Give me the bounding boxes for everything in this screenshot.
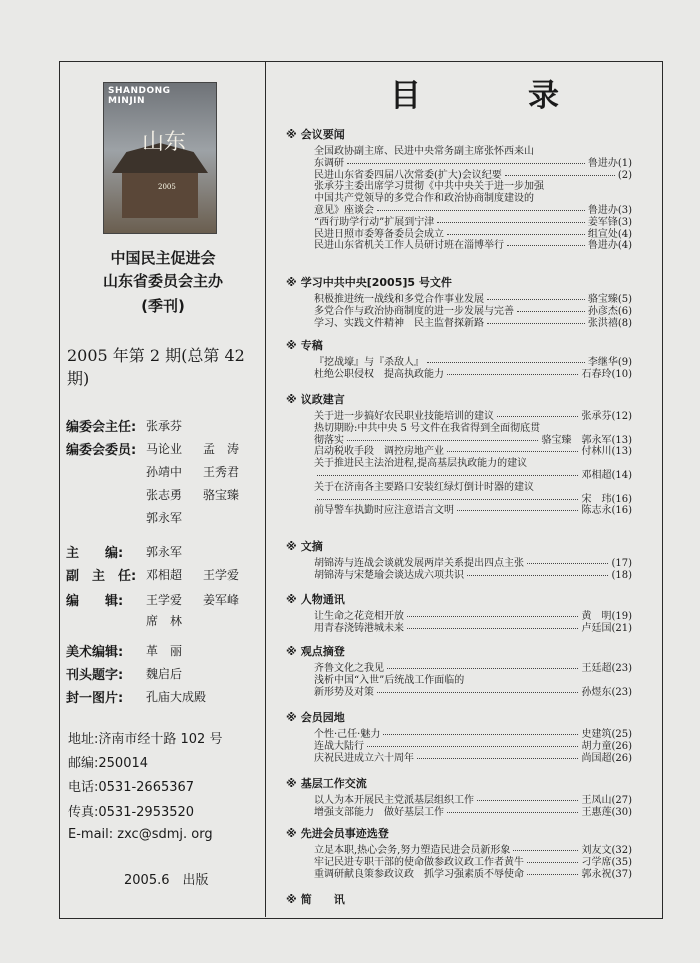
- org-line1: 中国民主促进会: [110, 249, 216, 267]
- email: E-mail: zxc@sdmj. org: [68, 827, 213, 842]
- toc-entry: [314, 807, 632, 819]
- cover-temple-hall: [122, 173, 198, 218]
- publish-date: 2005.6 出版: [124, 873, 209, 888]
- toc-entry-title: 意见》座谈会: [314, 205, 374, 216]
- toc-entry-author-page: 张承芬(12): [581, 411, 632, 422]
- toc-section-heading: [286, 643, 345, 659]
- editor: 王学爱: [146, 593, 183, 607]
- leader-dots: [507, 244, 585, 246]
- toc-section-heading: [286, 126, 345, 142]
- toc-entry-title: 胡锦涛与宋楚瑜会谈达成六项共识: [314, 569, 464, 581]
- org-line2: 山东省委员会主办: [102, 272, 223, 290]
- section-mark-icon: ※: [286, 893, 297, 906]
- toc-entry-author-page: 石春玲(10): [581, 368, 632, 380]
- leader-dots: [477, 799, 578, 801]
- toc-entry: [314, 435, 632, 447]
- toc-entry: [314, 306, 632, 318]
- cover-year: 2005: [158, 183, 176, 191]
- art-editor: 革 丽: [146, 644, 183, 658]
- address: 地址:济南市经十路 102 号: [68, 732, 223, 747]
- leader-dots: [377, 691, 578, 693]
- section-mark-icon: ※: [286, 711, 297, 724]
- art-editor-label: 美术编辑:: [66, 645, 124, 660]
- toc-entry-author-page: 张洪禧(8): [587, 317, 632, 329]
- leader-dots: [367, 745, 578, 747]
- toc-section-name: 会议要闻: [300, 128, 345, 141]
- toc-entry-author-page: 骆宝臻 郭永军(13): [541, 434, 632, 446]
- section-mark-icon: ※: [286, 276, 297, 289]
- toc-entry: [314, 318, 632, 330]
- leader-dots: [447, 450, 578, 452]
- toc-entry: [314, 494, 632, 506]
- toc-entry: [314, 470, 632, 482]
- issue-number: 2005 年第 2 期(总第 42 期): [67, 346, 245, 388]
- toc-entry-author-page: (18): [611, 569, 632, 581]
- toc-section-heading: [286, 391, 345, 407]
- toc-entry-title: 杜绝公职侵权 提高执政能力: [314, 368, 444, 380]
- toc-entry: [314, 294, 632, 306]
- toc-section-name: 观点摘登: [300, 645, 345, 658]
- toc-entry-title: 新形势及对策: [314, 686, 374, 698]
- phone: 电话:0531-2665367: [68, 780, 195, 795]
- board-member: 郭永军: [146, 511, 183, 525]
- board-member: 王秀君: [203, 465, 240, 479]
- leader-dots: [487, 322, 585, 324]
- cover-masthead-line1: SHANDONG: [108, 86, 171, 96]
- deputy-editor-label: 副 主 任:: [66, 569, 137, 584]
- toc-entry: [314, 857, 632, 869]
- toc-entry-author-page: 王廷超(23): [581, 663, 632, 674]
- toc-entry-title: 东调研: [314, 157, 344, 169]
- toc-entry: [314, 170, 632, 182]
- toc-entry-author-page: 尚国超(26): [581, 752, 632, 764]
- leader-dots: [447, 811, 578, 813]
- cover-image-label: 封一图片:: [66, 691, 124, 706]
- leader-dots: [467, 574, 608, 576]
- toc-entry-title: 启动税收手段 调控房地产业: [314, 446, 444, 458]
- toc-entry-author-page: 胡力童(26): [581, 740, 632, 752]
- board-members-label: 编委会委员:: [66, 443, 137, 458]
- leader-dots: [527, 562, 608, 564]
- cover-thumbnail: [103, 82, 217, 234]
- editor: 席 林: [146, 614, 183, 628]
- toc-section-name: 会员园地: [300, 711, 345, 724]
- title-inscription-label: 刊头题字:: [66, 668, 124, 683]
- toc-entry-author-page: 史建筑(25): [581, 729, 632, 740]
- toc-entry-title: 齐鲁文化之我见: [314, 663, 384, 674]
- chief-editor-label: 主 编:: [66, 546, 124, 561]
- section-mark-icon: ※: [286, 777, 297, 790]
- toc-section-name: 人物通讯: [300, 593, 345, 606]
- toc-entry: [314, 845, 632, 857]
- postcode: 邮编:250014: [68, 756, 149, 771]
- toc-entry: [314, 869, 632, 881]
- toc-entry-title: 关于进一步搞好农民职业技能培训的建议: [314, 411, 494, 422]
- toc-section-heading: [286, 709, 345, 725]
- toc-entry-author-page: 鲁进办(4): [587, 240, 632, 252]
- leader-dots: [527, 861, 578, 863]
- toc-entry-title: 胡锦涛与连战会谈就发展两岸关系提出四点主张: [314, 558, 524, 569]
- toc-entry: [314, 411, 632, 423]
- leader-dots: [317, 474, 578, 476]
- toc-entry-author-page: 鲁进办(3): [587, 205, 632, 216]
- toc-section-heading: [286, 337, 323, 353]
- toc-section-name: 文摘: [300, 540, 323, 553]
- toc-entry: [314, 446, 632, 458]
- toc-entry-title: 前导警车执勤时应注意语言文明: [314, 505, 454, 517]
- toc-entry-line: 关于推进民主法治进程,提高基层执政能力的建议: [314, 458, 528, 470]
- section-mark-icon: ※: [286, 540, 297, 553]
- toc-entry: [314, 729, 632, 741]
- toc-entry-author-page: 李继华(9): [587, 357, 632, 368]
- toc-entry-title: 民进日照市委筹备委员会成立: [314, 228, 444, 240]
- toc-entry-title: 学习、实践文件精神 民主监督探新路: [314, 317, 484, 329]
- cover-masthead-line2: MINJIN: [108, 96, 146, 106]
- toc-entry: [314, 240, 632, 252]
- toc-entry: [314, 357, 632, 369]
- toc-entry-title: 牢记民进专职干部的使命做参政议政工作者黄牛: [314, 856, 524, 868]
- toc-entry-author-page: 宋 玮(16): [581, 493, 632, 505]
- board-member: 马论业: [146, 442, 183, 456]
- toc-entry: [314, 687, 632, 699]
- toc-entry: [314, 217, 632, 229]
- leader-dots: [317, 498, 578, 500]
- section-mark-icon: ※: [286, 128, 297, 141]
- leader-dots: [347, 162, 585, 164]
- leader-dots: [447, 373, 578, 375]
- toc-entry-author-page: 姜军锋(3): [587, 216, 632, 228]
- editors-label: 编 辑:: [66, 594, 124, 609]
- section-mark-icon: ※: [286, 645, 297, 658]
- leader-dots: [513, 849, 578, 851]
- leader-dots: [427, 361, 585, 363]
- toc-entry-line: 关于在济南各主要路口安装红绿灯倒计时器的建议: [314, 481, 534, 493]
- leader-dots: [383, 733, 578, 735]
- toc-section-heading: [286, 775, 367, 791]
- leader-dots: [447, 233, 585, 235]
- fax: 传真:0531-2953520: [68, 805, 195, 820]
- toc-entry-title: 多党合作与政治协商制度的进一步发展与完善: [314, 305, 514, 317]
- toc-entry-author-page: 孙煜东(23): [581, 686, 632, 698]
- leader-dots: [347, 439, 538, 441]
- toc-entry-line: 中国共产党领导的多党合作和政治协商制度建设的: [314, 193, 534, 205]
- deputy-editor: 王学爱: [203, 568, 240, 582]
- toc-entry-title: 以人为本开展民主党派基层组织工作: [314, 795, 474, 806]
- toc-section-heading: [286, 825, 389, 841]
- toc-entry-author-page: (2): [617, 169, 632, 181]
- toc-entry: [314, 795, 632, 807]
- editor: 姜军峰: [203, 593, 240, 607]
- toc-entry-title: 庆祝民进成立六十周年: [314, 752, 414, 764]
- toc-section-heading: [286, 274, 452, 290]
- toc-entry: [314, 558, 632, 570]
- leader-dots: [387, 667, 578, 669]
- toc-entry-author-page: 刘友文(32): [581, 845, 632, 856]
- toc-entry-author-page: (17): [611, 558, 632, 569]
- toc-entry-author-page: 郭永祝(37): [581, 868, 632, 880]
- toc-entry-title: 增强支部能力 做好基层工作: [314, 806, 444, 818]
- section-mark-icon: ※: [286, 393, 297, 406]
- board-member: 孙靖中: [146, 465, 183, 479]
- leader-dots: [417, 757, 578, 759]
- toc-entry-line: 全国政协副主席、民进中央常务副主席张怀西来山: [314, 146, 534, 157]
- toc-entry-author-page: 鲁进办(1): [587, 157, 632, 169]
- toc-entry-author-page: 王惠莲(30): [581, 806, 632, 818]
- leader-dots: [527, 873, 578, 875]
- title-inscription: 魏启后: [146, 667, 183, 681]
- leader-dots: [437, 221, 585, 223]
- chief-editor: 郭永军: [146, 545, 183, 559]
- toc-entry: [314, 623, 632, 635]
- leader-dots: [457, 509, 578, 511]
- toc-section-name: 基层工作交流: [300, 777, 367, 790]
- toc-entry: [314, 741, 632, 753]
- toc-entry-line: 张承芬主委出席学习贯彻《中共中央关于进一步加强: [314, 181, 544, 193]
- toc-section-name: 议政建言: [300, 393, 345, 406]
- toc-entry: [314, 663, 632, 675]
- toc-section-heading: [286, 538, 323, 554]
- toc-section-name: 学习中共中央[2005]5 号文件: [300, 276, 452, 289]
- toc-entry-author-page: 卢廷国(21): [581, 622, 632, 634]
- leader-dots: [497, 415, 578, 417]
- toc-entry-title: 民进山东省机关工作人员研讨班在淄博举行: [314, 240, 504, 252]
- toc-entry-author-page: 孙彦杰(6): [587, 305, 632, 317]
- periodical-type: (季刊): [141, 297, 185, 315]
- toc-entry-title: 『挖战壕』与『杀敌人』: [314, 357, 424, 368]
- toc-entry-line: 热切期盼:中共中央 5 号文件在我省得到全面彻底贯: [314, 422, 541, 434]
- toc-entry-title: 用青春浇铸港城未来: [314, 622, 404, 634]
- leader-dots: [505, 174, 615, 176]
- leader-dots: [517, 310, 585, 312]
- toc-title: 目 录: [390, 78, 597, 114]
- board-member: 孟 涛: [203, 442, 240, 456]
- section-mark-icon: ※: [286, 827, 297, 840]
- toc-entry-title: 立足本职,热心会务,努力塑造民进会员新形象: [314, 845, 511, 856]
- board-member: 张志勇: [146, 488, 183, 502]
- toc-entry-title: “西行助学行动”扩展到宁津: [314, 216, 435, 228]
- toc-section-name: 简 讯: [300, 893, 345, 906]
- toc-entry-title: 连战大陆行: [314, 740, 364, 752]
- board-member: 骆宝臻: [203, 488, 240, 502]
- section-mark-icon: ※: [286, 593, 297, 606]
- leader-dots: [407, 627, 578, 629]
- toc-entry: [314, 753, 632, 765]
- toc-section-heading: [286, 591, 345, 607]
- cover-image-caption: 孔庙大成殿: [146, 690, 207, 704]
- toc-entry-author-page: 刁学席(35): [581, 856, 632, 868]
- toc-entry-title: 民进山东省委四届八次常委(扩大)会议纪要: [314, 169, 502, 181]
- toc-entry-author-page: 组宣处(4): [587, 228, 632, 240]
- toc-entry-author-page: 陈志永(16): [581, 505, 632, 517]
- section-mark-icon: ※: [286, 339, 297, 352]
- toc-entry-line: 浅析中国“入世”后统战工作面临的: [314, 674, 465, 686]
- toc-entry: [314, 369, 632, 381]
- cover-masthead: [108, 86, 171, 106]
- toc-entry-author-page: 黄 明(19): [581, 611, 632, 622]
- toc-entry-author-page: 付林川(13): [581, 446, 632, 458]
- toc-entry-author-page: 邓相超(14): [581, 470, 632, 481]
- board-director-label: 编委会主任:: [66, 420, 137, 435]
- leader-dots: [377, 209, 585, 211]
- toc-entry-title: 彻落实: [314, 434, 344, 446]
- toc-section-heading: [286, 891, 345, 907]
- toc-section-name: 专稿: [300, 339, 323, 352]
- toc-entry: [314, 158, 632, 170]
- cover-calligraphy: 山东: [142, 130, 187, 155]
- toc-entry-title: 积极推进统一战线和多党合作事业发展: [314, 294, 484, 305]
- toc-entry-title: 让生命之花竞相开放: [314, 611, 404, 622]
- toc-entry: [314, 205, 632, 217]
- toc-entry-title: 个性·己任·魅力: [314, 729, 381, 740]
- board-director: 张承芬: [146, 419, 183, 433]
- leader-dots: [407, 615, 578, 617]
- toc-entry-author-page: 王凤山(27): [581, 795, 632, 806]
- toc-section-name: 先进会员事迹选登: [300, 827, 389, 840]
- toc-entry: [314, 570, 632, 582]
- toc-entry: [314, 505, 632, 517]
- toc-entry-author-page: 骆宝臻(5): [587, 294, 632, 305]
- column-divider: [265, 61, 266, 917]
- toc-entry: [314, 229, 632, 241]
- leader-dots: [487, 298, 585, 300]
- toc-entry: [314, 611, 632, 623]
- toc-entry-title: 重调研献良策参政议政 抓学习强素质不辱使命: [314, 868, 524, 880]
- deputy-editor: 邓相超: [146, 568, 183, 582]
